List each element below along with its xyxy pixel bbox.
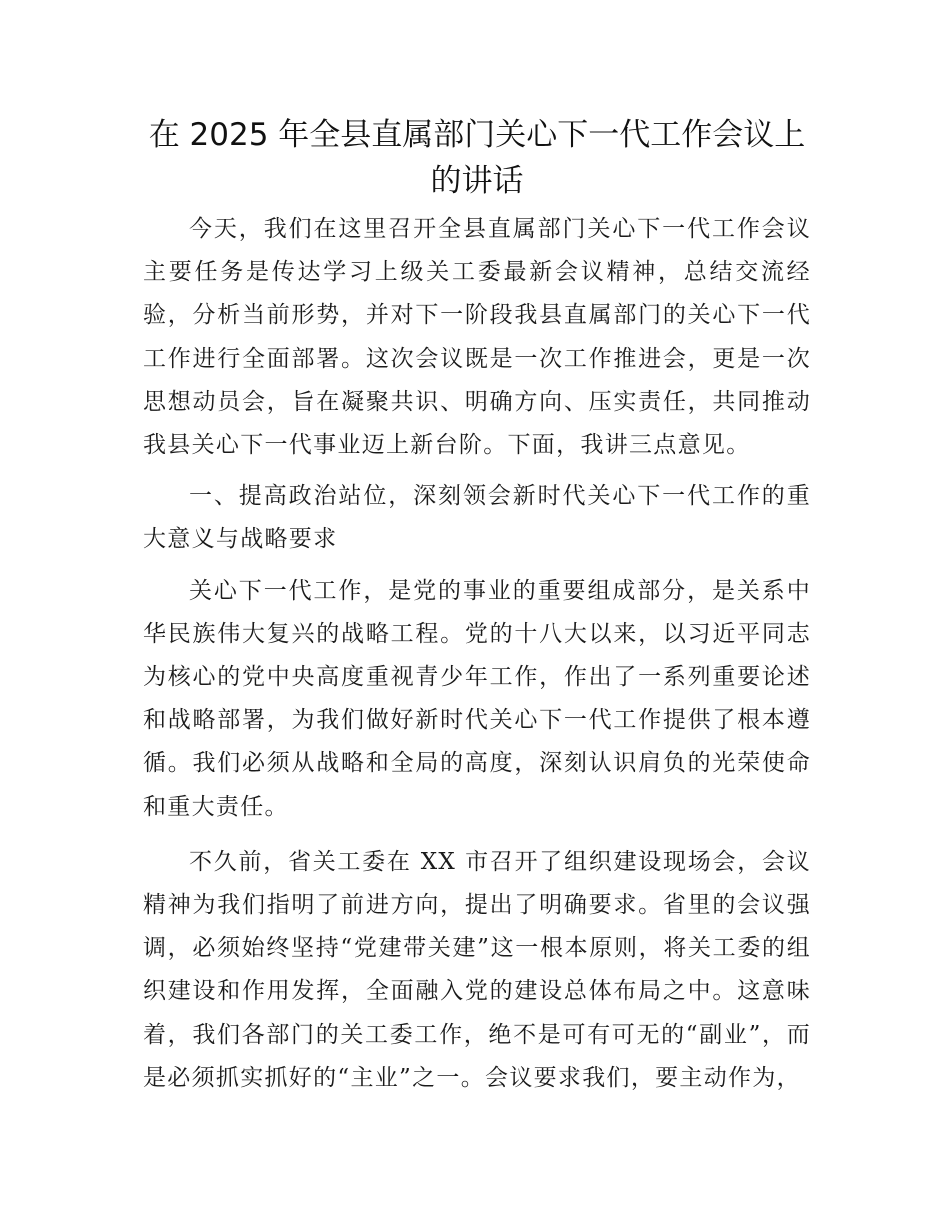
paragraph-significance: 关心下一代工作，是党的事业的重要组成部分，是关系中华民族伟大复兴的战略工程。党的十八大以来，以习近平同志为核心的党中央高度重视青少年工作，作出了一系列重要论述和战略部署，为我们做好新时代关心下一代工作提供了根本遵循。我们必须从战略和全局的高度，深刻认识肩负的光荣使命和重大责任。 (143, 577, 811, 820)
document-page (143, 112, 811, 1100)
paragraph-provincial-meeting: 不久前，省关工委在 XX 市召开了组织建设现场会，会议精神为我们指明了前进方向，提出了明确要求。省里的会议强调，必须始终坚持“党建带关建”这一根本原则，将关工委的组织建设和作用发挥，全面融入党的建设总体布局之中。这意味着，我们各部门的关工委工作，绝不是可有可无的“副业”，而是必须抓实抓好的“主业”之一。会议要求我们，要主动作为， (143, 848, 811, 1091)
document-title (133, 112, 821, 204)
title-line-2: 的讲话 (430, 163, 524, 199)
title-line-1: 在 2025 年全县直属部门关心下一代工作会议上 (148, 117, 806, 153)
section-heading-1: 一、提高政治站位，深刻领会新时代关心下一代工作的重大意义与战略要求 (143, 483, 811, 553)
paragraph-intro: 今天，我们在这里召开全县直属部门关心下一代工作会议主要任务是传达学习上级关工委最新会议精神，总结交流经验，分析当前形势，并对下一阶段我县直属部门的关心下一代工作进行全面部署。这次会议既是一次工作推进会，更是一次思想动员会，旨在凝聚共识、明确方向、压实责任，共同推动我县关心下一代事业迈上新台阶。下面，我讲三点意见。 (143, 216, 811, 459)
